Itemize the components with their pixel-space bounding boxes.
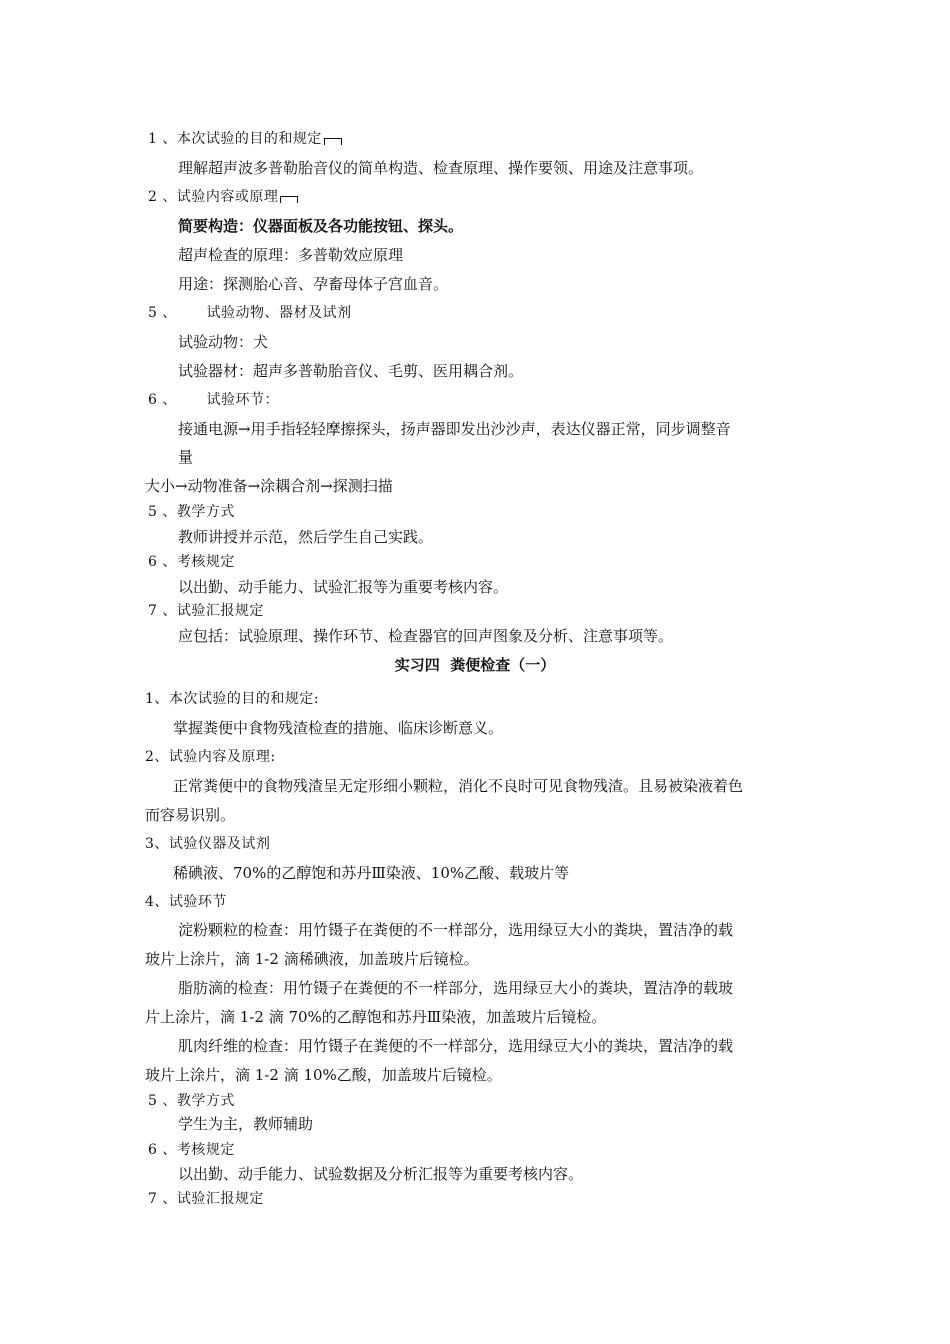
paragraph: 掌握粪便中食物残渣检查的措施、临床诊断意义。 — [173, 719, 504, 737]
paragraph: 玻片上涂片，滴 1-2 滴 10%乙酸，加盖玻片后镜检。 — [145, 1066, 502, 1084]
paragraph: 接通电源→用手指轻轻摩擦探头，扬声器即发出沙沙声，表达仪器正常，同步调整音 — [178, 420, 731, 438]
paragraph: 而容易识别。 — [145, 806, 236, 824]
paragraph: 玻片上涂片，滴 1-2 滴稀碘液，加盖玻片后镜检。 — [145, 950, 479, 968]
paragraph: 以出勤、动手能力、试验汇报等为重要考核内容。 — [178, 578, 509, 596]
bracket-mark — [280, 196, 298, 203]
paragraph: 片上涂片，滴 1-2 滴 70%的乙醇饱和苏丹Ⅲ染液，加盖玻片后镜检。 — [145, 1008, 607, 1026]
heading-assessment: 6 、考核规定 — [148, 554, 235, 570]
heading-assessment: 6 、考核规定 — [148, 1142, 235, 1158]
section-title: 实习四 粪便检查（一） — [394, 656, 556, 674]
paragraph: 应包括：试验原理、操作环节、检查器官的回声图象及分析、注意事项等。 — [178, 627, 674, 645]
heading-content: 2 、试验内容或原理 — [148, 187, 298, 207]
paragraph: 用途：探测胎心音、孕畜母体子宫血音。 — [178, 275, 449, 293]
paragraph: 淀粉颗粒的检查：用竹镊子在粪便的不一样部分，选用绿豆大小的粪块，置洁净的载 — [178, 921, 734, 939]
paragraph: 学生为主，教师辅助 — [178, 1115, 314, 1133]
heading-steps: 6 、 试验环节： — [148, 392, 280, 408]
heading-content: 2、试验内容及原理: — [145, 749, 276, 765]
paragraph: 教师讲授并示范，然后学生自己实践。 — [178, 528, 434, 546]
paragraph: 稀碘液、70%的乙醇饱和苏丹Ⅲ染液、10%乙酸、载玻片等 — [173, 864, 570, 882]
paragraph: 正常粪便中的食物残渣呈无定形细小颗粒，消化不良时可见食物残渣。且易被染液着色 — [173, 777, 744, 795]
heading-purpose: 1 、本次试验的目的和规定 — [148, 129, 342, 149]
heading-report: 7 、试验汇报规定 — [148, 603, 264, 619]
heading-animals: 5 、 试验动物、器材及试剂 — [148, 305, 352, 321]
heading-report: 7 、试验汇报规定 — [148, 1191, 264, 1207]
paragraph: 大小→动物准备→涂耦合剂→探测扫描 — [145, 477, 393, 495]
paragraph: 量 — [178, 448, 194, 466]
paragraph: 脂肪滴的检查：用竹镊子在粪便的不一样部分，选用绿豆大小的粪块，置洁净的载玻 — [178, 979, 734, 997]
heading-teaching: 5 、教学方式 — [148, 504, 235, 520]
paragraph: 超声检查的原理：多普勒效应原理 — [178, 246, 404, 264]
heading-purpose: 1、本次试验的目的和规定: — [145, 691, 320, 707]
paragraph: 理解超声波多普勒胎音仪的简单构造、检查原理、操作要领、用途及注意事项。 — [178, 159, 704, 177]
paragraph: 肌肉纤维的检查：用竹镊子在粪便的不一样部分，选用绿豆大小的粪块，置洁净的载 — [178, 1037, 734, 1055]
bracket-mark — [324, 138, 342, 145]
heading-teaching: 5 、教学方式 — [148, 1093, 235, 1109]
paragraph-structure: 简要构造：仪器面板及各功能按钮、探头。 — [178, 217, 464, 235]
paragraph: 以出勤、动手能力、试验数据及分析汇报等为重要考核内容。 — [178, 1165, 584, 1183]
paragraph: 试验动物：犬 — [178, 333, 269, 351]
paragraph: 试验器材：超声多普勒胎音仪、毛剪、医用耦合剂。 — [178, 362, 524, 380]
heading-reagents: 3、试验仪器及试剂 — [145, 836, 271, 852]
heading-steps: 4、试验环节 — [145, 894, 227, 910]
